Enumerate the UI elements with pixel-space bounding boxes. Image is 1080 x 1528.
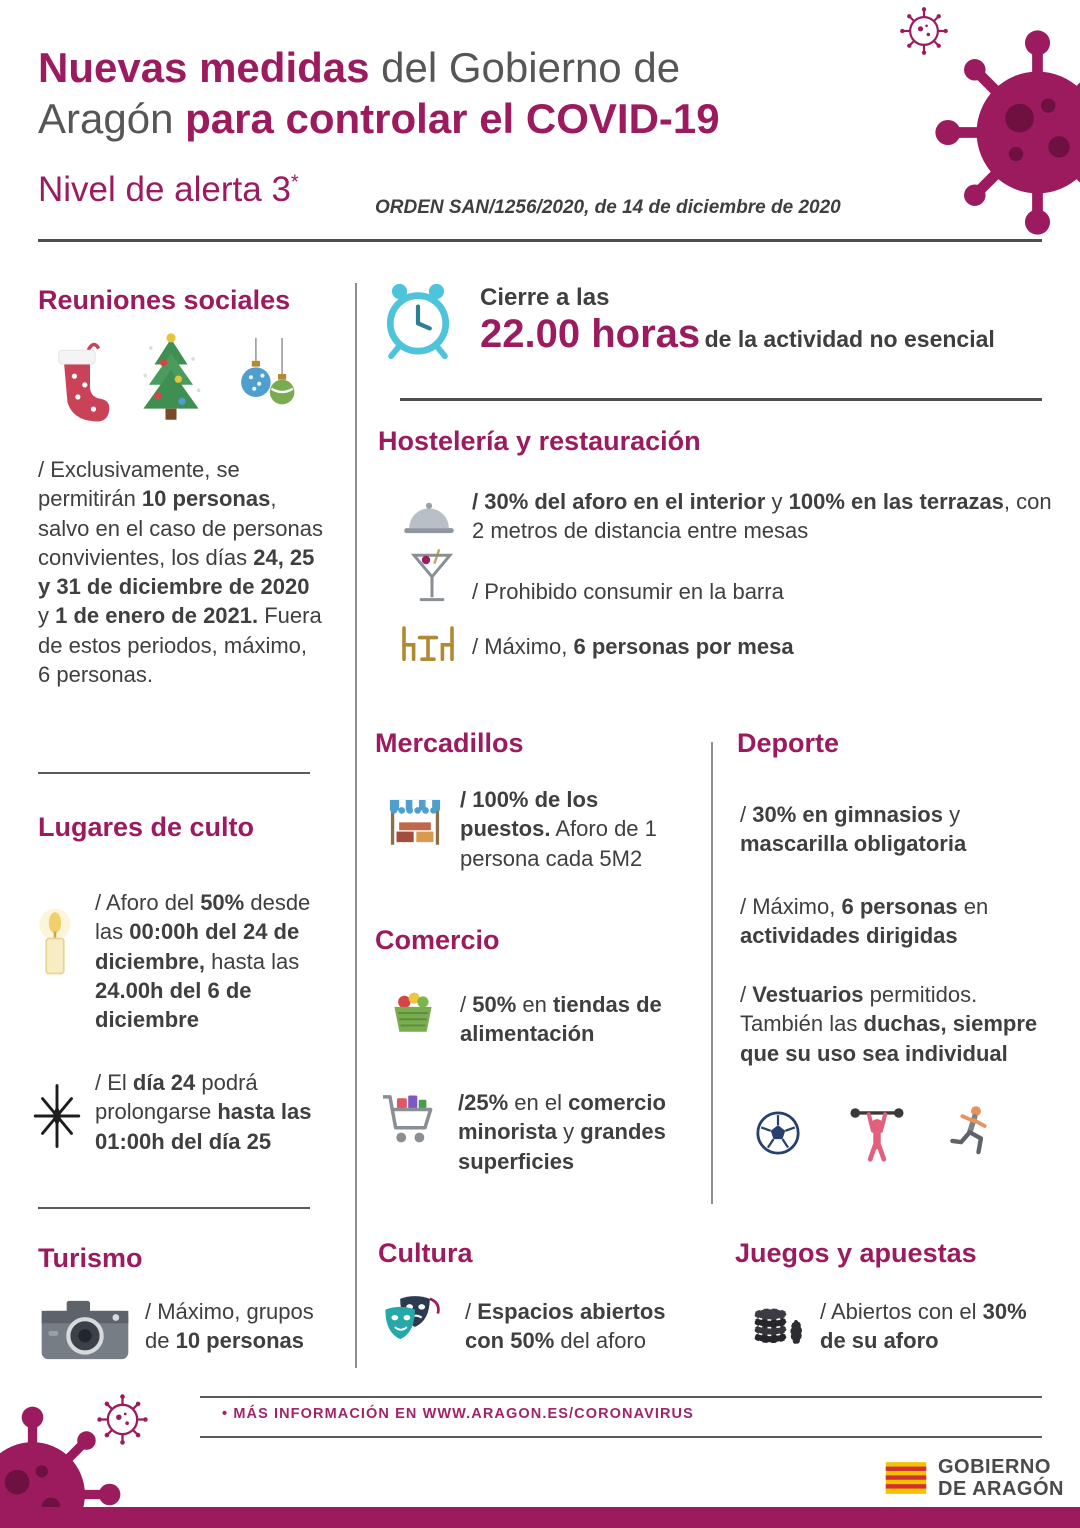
left-column-divider — [355, 283, 357, 1368]
alert-asterisk: * — [290, 171, 299, 194]
deporte-item-3: / Vestuarios permitidos. También las duchas, siempre que su uso sea individual — [740, 982, 1038, 1066]
hosteleria-item-1: / 30% del aforo en el interior y 100% en las terrazas, con 2 metros de distancia entre mesas — [472, 489, 1052, 544]
page-title — [38, 42, 858, 144]
footer-bullet: • — [222, 1406, 229, 1422]
footer-info-url: WWW.ARAGON.ES/CORONAVIRUS — [422, 1406, 694, 1422]
gobierno-aragon-logo — [884, 1456, 1064, 1500]
cloche-icon — [398, 492, 460, 542]
table-chairs-icon — [398, 620, 458, 666]
cocktail-icon — [408, 545, 456, 611]
juegos-item-1: / Abiertos con el 30% de su aforo — [820, 1299, 1027, 1354]
christmas-tree-icon — [125, 328, 217, 436]
header-divider — [38, 239, 1042, 242]
camera-icon — [35, 1292, 135, 1368]
section-title-lugares-culto: Lugares de culto — [38, 812, 255, 842]
deporte-item-1: / 30% en gimnasios y mascarilla obligatoria — [740, 802, 967, 857]
section-title-comercio: Comercio — [375, 925, 500, 955]
mercadillos-item-1: / 100% de los puestos. Aforo de 1 persona cada 5M2 — [460, 787, 657, 871]
section-title-reuniones: Reuniones sociales — [38, 285, 291, 315]
closing-suffix: de la actividad no esencial — [704, 326, 995, 352]
market-stall-icon — [382, 790, 448, 856]
soccer-ball-icon — [750, 1105, 806, 1161]
theater-masks-icon — [380, 1290, 454, 1352]
deporte-item-2: / Máximo, 6 personas en actividades dirigidas — [740, 894, 989, 949]
lugares-culto-item-2: / El día 24 podrá prolongarse hasta las 01:00h del día 25 — [95, 1070, 312, 1154]
ornaments-icon — [228, 333, 310, 433]
virus-icon-large-top — [930, 25, 1080, 240]
comercio-item-1: / 50% en tiendas de alimentación — [460, 992, 662, 1047]
christmas-stocking-icon — [38, 335, 116, 433]
deporte-column-divider — [711, 742, 713, 1204]
sparkle-star-icon — [28, 1078, 86, 1154]
order-reference: ORDEN SAN/1256/2020, de 14 de diciembre de 2020 — [375, 197, 841, 218]
closing-divider — [400, 398, 1042, 401]
comercio-item-2: /25% en el comercio minorista y grandes superficies — [458, 1090, 666, 1174]
alarm-clock-icon — [376, 278, 460, 362]
hosteleria-item-2: / Prohibido consumir en la barra — [472, 579, 784, 604]
title-accent-1: Nuevas medidas — [38, 44, 370, 91]
closing-intro: Cierre a las — [480, 284, 610, 311]
section-title-deporte: Deporte — [737, 728, 840, 758]
weightlifter-icon — [843, 1098, 911, 1166]
title-rest-1: del Gobierno de — [369, 44, 681, 91]
footer-divider-top — [200, 1396, 1042, 1398]
section-title-cultura: Cultura — [378, 1238, 473, 1268]
title-plain-2: Aragón — [38, 95, 186, 143]
cultura-item-1: / Espacios abiertos con 50% del aforo — [465, 1299, 666, 1354]
shopping-cart-icon — [376, 1085, 446, 1155]
lugares-culto-item-1: / Aforo del 50% desde las 00:00h del 24 de diciembre, hasta las 24.00h del 6 de diciembre — [95, 890, 311, 1032]
food-basket-icon — [382, 980, 444, 1040]
title-accent-2: para controlar el COVID-19 — [185, 95, 720, 143]
section-title-hosteleria: Hostelería y restauración — [378, 426, 701, 456]
footer-divider-bottom — [200, 1436, 1042, 1438]
aragon-flag-icon — [884, 1460, 928, 1496]
closing-hour: 22.00 horas — [480, 312, 701, 356]
left-divider-1 — [38, 772, 310, 774]
gov-line-1: GOBIERNO — [938, 1456, 1051, 1478]
turismo-item-1: / Máximo, grupos de 10 personas — [145, 1299, 314, 1354]
runner-icon — [940, 1100, 1002, 1162]
reuniones-body: / Exclusivamente, se permitirán 10 personas, salvo en el caso de personas convivientes, los días 24, 25 y 31 de diciembre de 2020 y 1 de enero de 2021. Fuera de estos periodos, máximo, 6 personas. — [38, 457, 323, 687]
closing-line — [480, 312, 1060, 357]
candle-icon — [20, 898, 90, 993]
closing-time-block — [480, 284, 1060, 357]
section-title-mercadillos: Mercadillos — [375, 728, 524, 758]
poker-chips-icon — [745, 1290, 809, 1350]
alert-level-text: Nivel de alerta 3 — [38, 170, 291, 209]
section-title-juegos: Juegos y apuestas — [735, 1238, 977, 1268]
left-divider-2 — [38, 1207, 310, 1209]
section-title-turismo: Turismo — [38, 1243, 143, 1273]
footer-info-line — [222, 1406, 694, 1422]
gobierno-aragon-text — [938, 1456, 1064, 1500]
footer-info-prefix: MÁS INFORMACIÓN EN — [233, 1406, 423, 1422]
bottom-color-bar — [0, 1507, 1080, 1528]
hosteleria-item-3: / Máximo, 6 personas por mesa — [472, 634, 794, 659]
alert-level — [38, 170, 299, 210]
gov-line-2: DE ARAGÓN — [938, 1478, 1064, 1500]
